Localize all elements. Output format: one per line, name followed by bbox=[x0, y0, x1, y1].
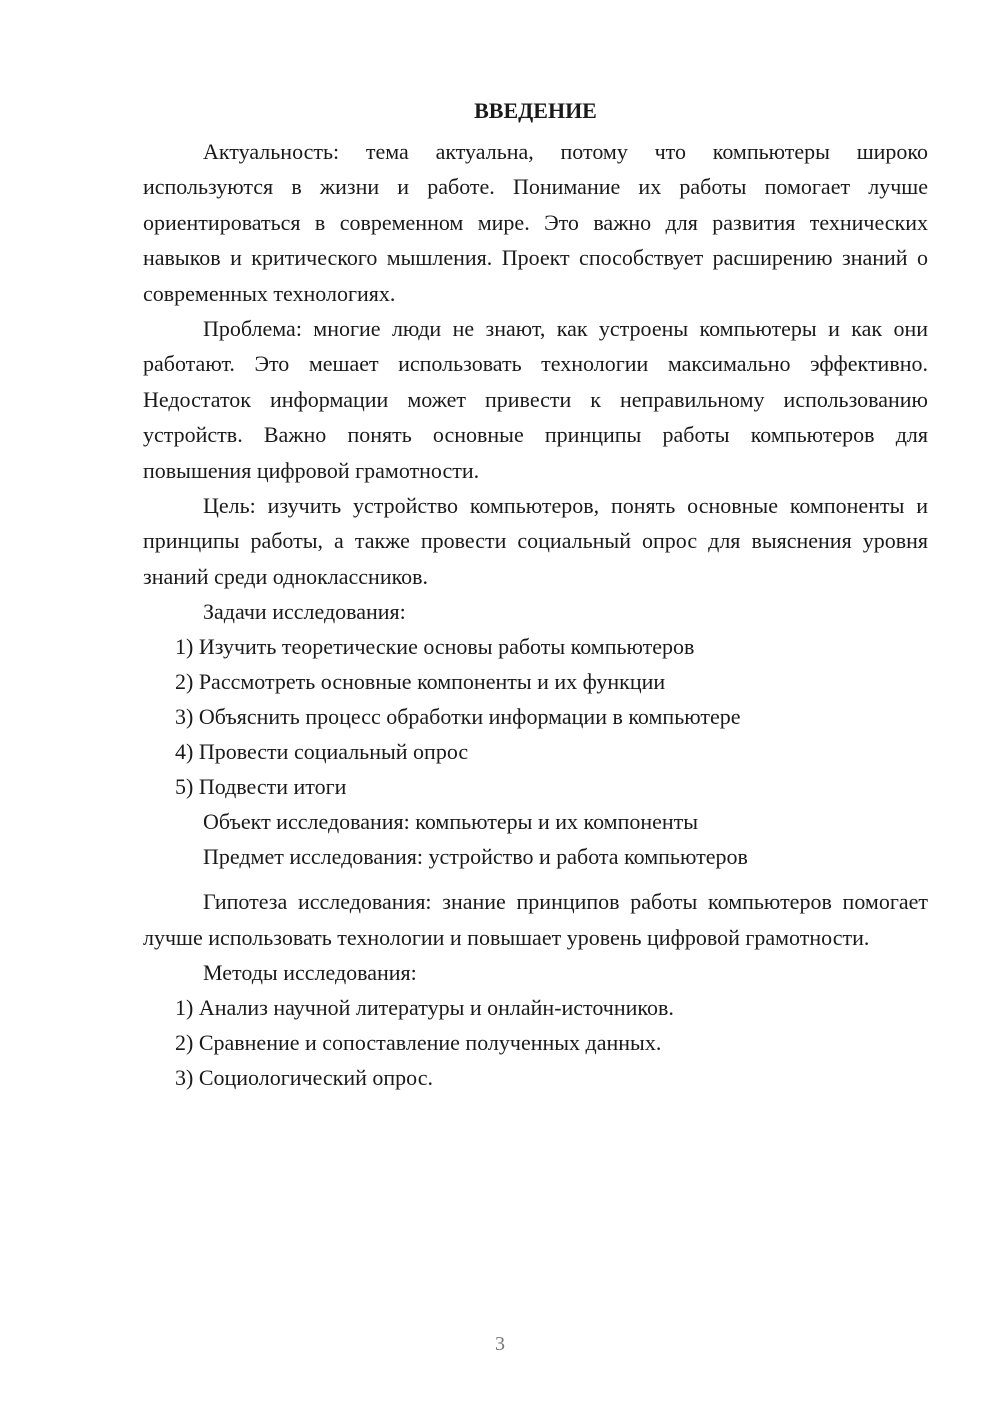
list-item: 1) Анализ научной литературы и онлайн-источников. bbox=[175, 995, 674, 1021]
page-number: 3 bbox=[495, 1333, 505, 1355]
methods-heading: Методы исследования: bbox=[203, 960, 417, 986]
relevance-paragraph: Актуальность: тема актуальна, потому что компьютеры широко используются в жизни и работе. Понимание их работы помогает лучше ориентироваться в современном мире. Это важно для развития технических навыков и критического мышления. Проект способствует расширению знаний о современных технологиях. bbox=[143, 139, 928, 306]
tasks-heading: Задачи исследования: bbox=[203, 599, 406, 625]
list-item: 4) Провести социальный опрос bbox=[175, 739, 469, 765]
page-title: ВВЕДЕНИЕ bbox=[474, 98, 597, 123]
list-item: 1) Изучить теоретические основы работы компьютеров bbox=[175, 634, 695, 660]
hypothesis-paragraph: Гипотеза исследования: знание принципов работы компьютеров помогает лучше использовать технологии и повышает уровень цифровой грамотности. bbox=[143, 889, 928, 950]
list-item: 2) Рассмотреть основные компоненты и их функции bbox=[175, 669, 666, 695]
methods-list bbox=[143, 990, 928, 1095]
list-item: 3) Социологический опрос. bbox=[175, 1065, 433, 1091]
object-paragraph: Объект исследования: компьютеры и их компоненты bbox=[203, 809, 699, 835]
tasks-list bbox=[143, 629, 928, 804]
list-item: 5) Подвести итоги bbox=[175, 774, 347, 800]
goal-paragraph: Цель: изучить устройство компьютеров, понять основные компоненты и принципы работы, а также провести социальный опрос для выяснения уровня знаний среди одноклассников. bbox=[143, 493, 928, 589]
problem-paragraph: Проблема: многие люди не знают, как устроены компьютеры и как они работают. Это мешает использовать технологии максимально эффективно. Недостаток информации может привести к неправильному использованию устройств. Важно понять основные принципы работы компьютеров для повышения цифровой грамотности. bbox=[143, 316, 928, 483]
list-item: 3) Объяснить процесс обработки информации в компьютере bbox=[175, 704, 741, 730]
list-item: 2) Сравнение и сопоставление полученных данных. bbox=[175, 1030, 662, 1056]
document-page bbox=[143, 94, 928, 1095]
subject-paragraph: Предмет исследования: устройство и работа компьютеров bbox=[203, 844, 748, 870]
